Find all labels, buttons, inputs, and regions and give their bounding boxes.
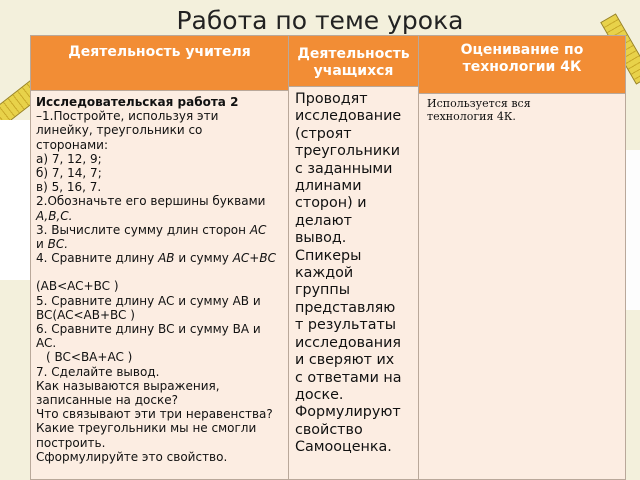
teacher-line: 4. Сравните длину AB и сумму AC+BC xyxy=(36,251,276,266)
graph-decoration-left xyxy=(0,120,33,280)
teacher-line: BC(AC<AB+BC ) xyxy=(36,307,135,322)
teacher-line: Какие треугольники мы не смогли xyxy=(36,421,257,436)
students-line: группы xyxy=(295,282,351,299)
students-line: Спикеры xyxy=(295,247,362,264)
assessment-column xyxy=(419,36,626,480)
students-line: треугольники xyxy=(295,143,401,160)
teacher-line: линейку, треугольники со xyxy=(36,123,203,138)
students-line: длинами xyxy=(295,178,362,195)
header-teacher: Деятельность учителя xyxy=(31,36,289,91)
teacher-line: Сформулируйте это свойство. xyxy=(36,449,228,464)
teacher-column xyxy=(31,91,289,480)
teacher-italic: A,B,C. xyxy=(36,208,73,223)
students-line: Проводят xyxy=(295,91,368,107)
assessment-line: Используется вся xyxy=(427,97,531,110)
students-line: вывод. xyxy=(295,230,347,247)
teacher-line: записанные на доске? xyxy=(36,393,178,408)
teacher-spacer xyxy=(36,265,284,279)
teacher-line: –1.Постройте, используя эти xyxy=(36,109,219,124)
students-text xyxy=(289,87,418,457)
students-column xyxy=(289,36,419,480)
teacher-line xyxy=(36,209,284,223)
teacher-line: 3. Вычислите сумму длин сторон AC xyxy=(36,222,267,237)
teacher-line: Что связывают эти три неравенства? xyxy=(36,407,273,422)
teacher-line: 5. Сравните длину AC и сумму AB и xyxy=(36,293,261,308)
students-line: сторон) и xyxy=(295,195,367,212)
students-line: с ответами на xyxy=(295,369,402,386)
teacher-line: ( BC<BA+AC ) xyxy=(46,350,133,365)
teacher-line: а) 7, 12, 9; xyxy=(36,151,102,166)
teacher-line: сторонами: xyxy=(36,137,108,152)
students-line: исследования xyxy=(295,334,402,351)
students-line: Самооценка. xyxy=(295,439,392,456)
teacher-line: (AB<AC+BC ) xyxy=(36,279,119,294)
teacher-line: б) 7, 14, 7; xyxy=(36,166,102,181)
slide-title: Работа по теме урока xyxy=(176,6,464,35)
students-line: свойство xyxy=(295,421,363,438)
students-line: т результаты xyxy=(295,317,397,334)
students-line: делают xyxy=(295,212,352,229)
teacher-line: Как называются выражения, xyxy=(36,378,220,393)
teacher-line: AC. xyxy=(36,336,57,351)
students-line: Формулируют xyxy=(295,404,401,421)
students-line: (строят xyxy=(295,125,352,142)
teacher-line: построить. xyxy=(36,435,106,450)
teacher-line: 2.Обозначьте его вершины буквами xyxy=(36,194,266,209)
header-assessment: Оценивание по технологии 4К xyxy=(419,36,625,94)
students-line: с заданными xyxy=(295,160,393,177)
teacher-line-heading: Исследовательская работа 2 xyxy=(36,95,239,109)
lesson-table xyxy=(30,35,626,480)
students-line: доске. xyxy=(295,386,344,403)
students-line: представляю xyxy=(295,299,396,316)
teacher-line: и BC. xyxy=(36,237,69,252)
assessment-line: технология 4К. xyxy=(427,110,516,123)
assessment-text xyxy=(419,94,625,123)
students-line: и сверяют их xyxy=(295,352,395,369)
students-line: исследование xyxy=(295,108,402,125)
teacher-line: 7. Сделайте вывод. xyxy=(36,364,160,379)
teacher-line: в) 5, 16, 7. xyxy=(36,180,102,195)
teacher-text xyxy=(31,91,288,464)
teacher-line: 6. Сравните длину BC и сумму BA и xyxy=(36,322,261,337)
header-students: Деятельность учащихся xyxy=(289,36,418,87)
students-line: каждой xyxy=(295,265,354,282)
